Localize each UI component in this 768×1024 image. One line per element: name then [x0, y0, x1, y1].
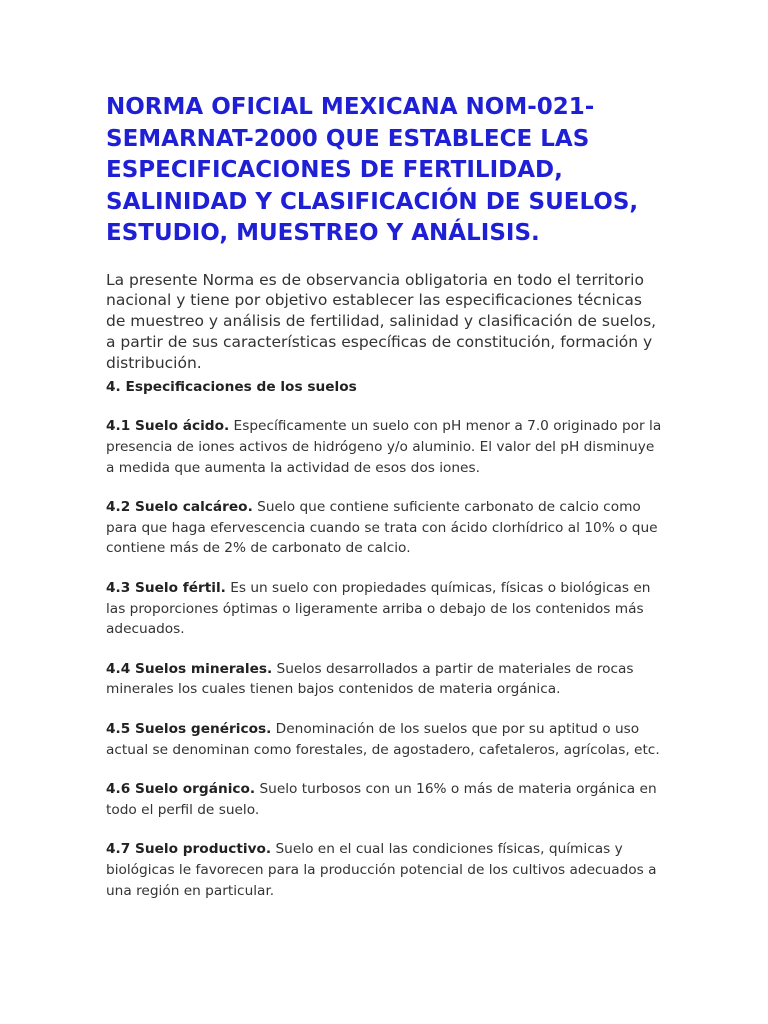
definition-term: 4.5 Suelos genéricos. — [106, 721, 272, 738]
intro-paragraph: La presente Norma es de observancia obligatoria en todo el territorio nacional y tiene por objetivo establecer las especificaciones técnicas de muestreo y análisis de fertilidad, salinidad y clasificación de suelos, a partir de sus características específicas de constitución, formación y distribución. — [106, 270, 657, 372]
document-title: NORMA OFICIAL MEXICANA NOM-021-SEMARNAT-2000 QUE ESTABLECE LAS ESPECIFICACIONES DE FERTILIDAD, SALINIDAD Y CLASIFICACIÓN DE SUELOS, ESTUDIO, MUESTREO Y ANÁLISIS. — [106, 94, 639, 246]
definition-text: Es un suelo con propiedades químicas, físicas o biológicas en las proporciones óptimas o ligeramente arriba o debajo de los contenidos más adecuados. — [106, 580, 651, 638]
definition-text: Suelo turbosos con un 16% o más de materia orgánica en todo el perfil de suelo. — [106, 781, 657, 818]
definition-paragraph — [106, 659, 666, 700]
definition-text: Denominación de los suelos que por su aptitud o uso actual se denominan como forestales, de agostadero, cafetaleros, agrícolas, etc. — [106, 721, 660, 758]
definition-paragraph — [106, 497, 666, 559]
definition-term: 4.4 Suelos minerales. — [106, 660, 273, 677]
section-heading: 4. Especificaciones de los suelos — [106, 379, 357, 396]
definition-paragraph — [106, 779, 666, 820]
definition-text: Específicamente un suelo con pH menor a 7.0 originado por la presencia de iones activos de hidrógeno y/o aluminio. El valor del pH disminuye a medida que aumenta la actividad de esos dos iones. — [106, 418, 662, 476]
definition-text: Suelo en el cual las condiciones físicas, químicas y biológicas le favorecen para la producción potencial de los cultivos adecuados a una región en particular. — [106, 841, 657, 899]
definition-term: 4.1 Suelo ácido. — [106, 418, 230, 435]
definition-term: 4.6 Suelo orgánico. — [106, 781, 256, 798]
definition-term: 4.7 Suelo productivo. — [106, 841, 272, 858]
definition-term: 4.2 Suelo calcáreo. — [106, 499, 253, 516]
document-page — [106, 92, 666, 901]
definition-text: Suelos desarrollados a partir de materiales de rocas minerales los cuales tienen bajos contenidos de materia orgánica. — [106, 660, 634, 698]
definition-paragraph — [106, 578, 666, 640]
definition-paragraph — [106, 839, 666, 901]
definition-paragraph — [106, 719, 666, 760]
definition-text: Suelo que contiene suficiente carbonato de calcio como para que haga efervescencia cuando se trata con ácido clorhídrico al 10% o que contiene más de 2% de carbonato de calcio. — [106, 499, 658, 557]
definition-term: 4.3 Suelo fértil. — [106, 580, 226, 597]
definition-paragraph — [106, 416, 666, 478]
